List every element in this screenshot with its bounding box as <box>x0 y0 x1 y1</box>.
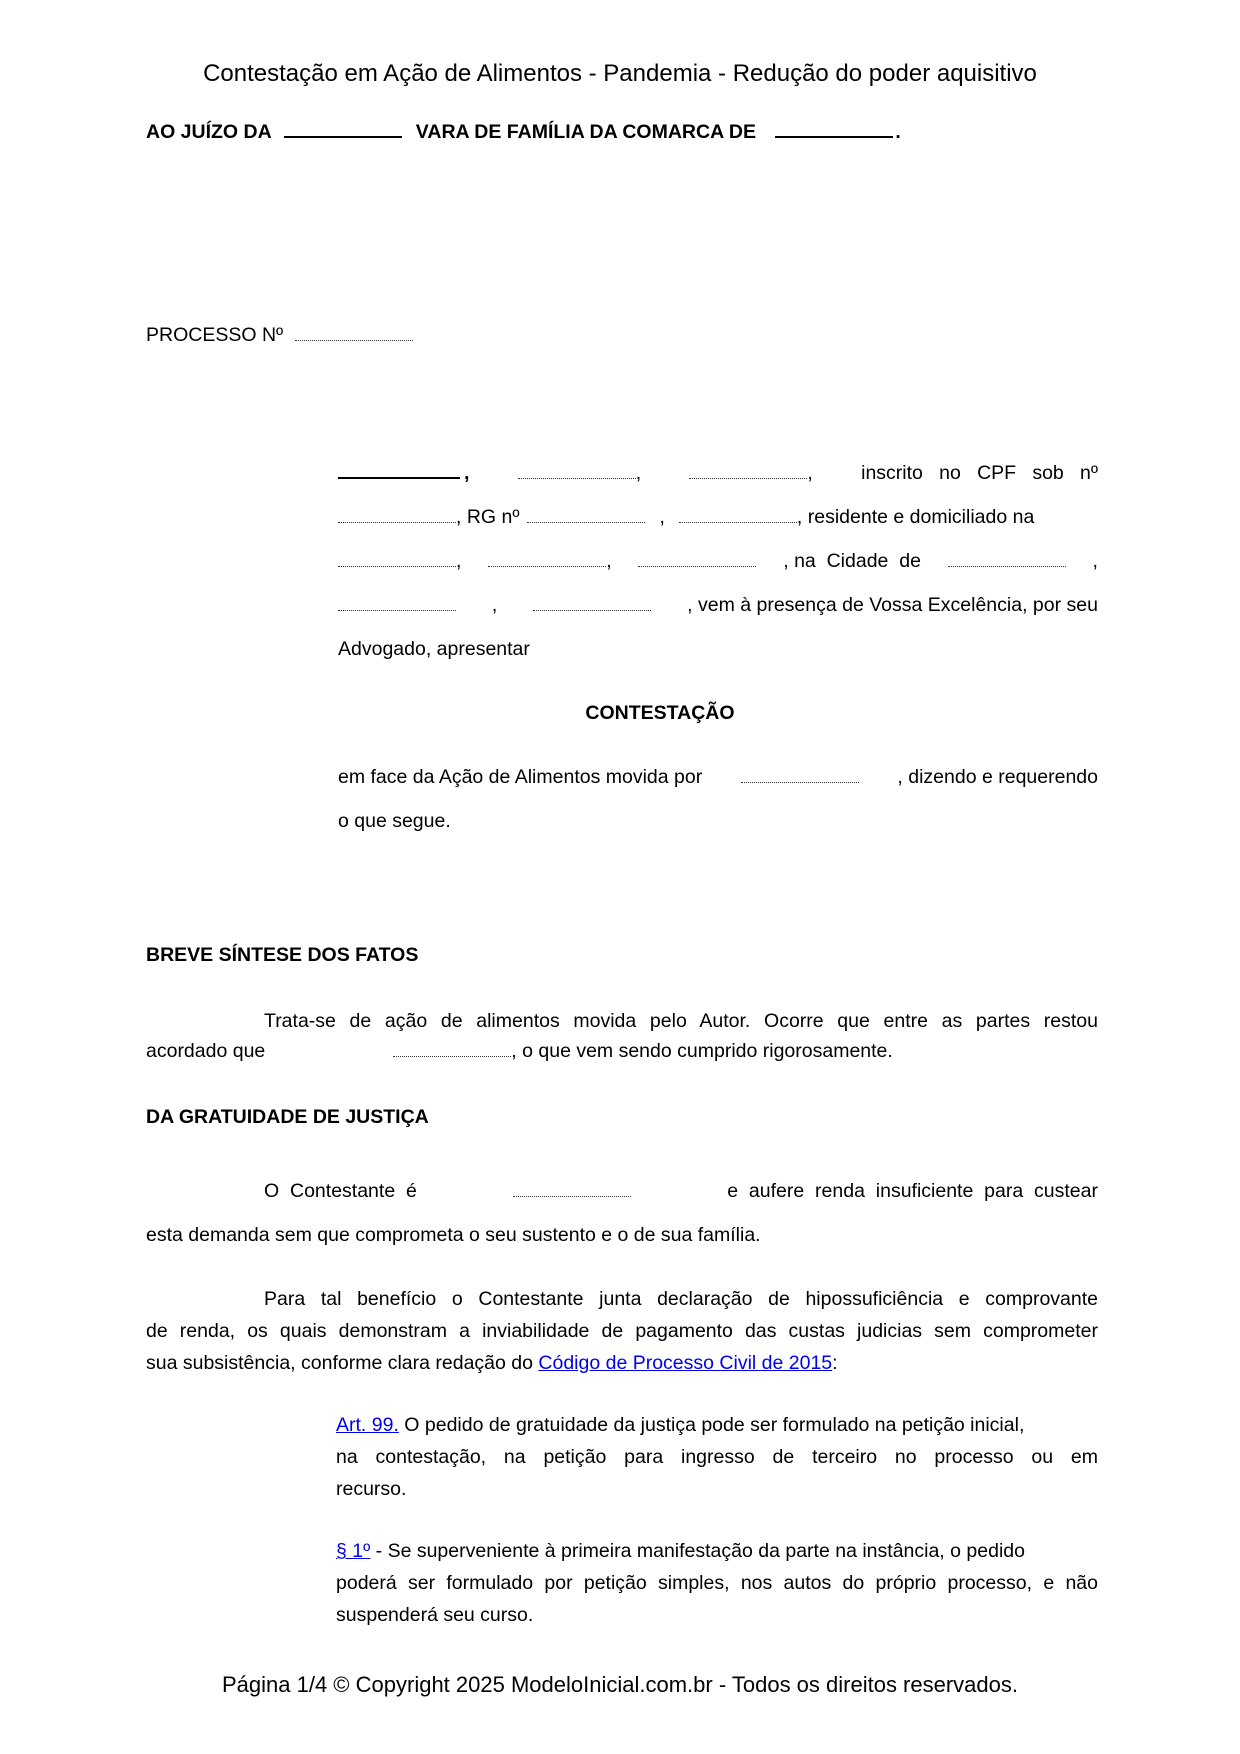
number-blank[interactable] <box>488 565 606 567</box>
district-blank[interactable] <box>775 136 893 138</box>
street-blank[interactable] <box>338 565 456 567</box>
party-name-blank[interactable] <box>338 477 460 479</box>
presence-text: , vem à presença de Vossa Excelência, por seu <box>687 594 1098 616</box>
quote-art99-line-3: recurso. <box>336 1478 407 1500</box>
residence-text: , residente e domiciliado na <box>796 506 1035 528</box>
facts-line-2a: acordado que <box>146 1040 266 1062</box>
profession-blank[interactable] <box>513 1195 631 1197</box>
state-blank[interactable] <box>338 609 456 611</box>
intro-line-1 <box>338 766 1098 789</box>
addressee-end: . <box>895 121 901 143</box>
agreement-blank[interactable] <box>393 1055 511 1057</box>
quote-par1-line-1 <box>336 1540 1025 1562</box>
zip-blank[interactable] <box>533 609 651 611</box>
nationality-blank[interactable] <box>518 477 636 479</box>
address-blank[interactable] <box>679 521 797 523</box>
facts-line-1: Trata-se de ação de alimentos movida pelo Autor. Ocorre que entre as partes restou <box>264 1010 1098 1032</box>
addressee-line <box>146 121 901 143</box>
quote-art99-text-1: O pedido de gratuidade da justiça pode ser formulado na petição inicial, <box>398 1414 1025 1436</box>
gratuity-line-1 <box>264 1180 1098 1203</box>
cpf-text: inscrito no CPF sob nº <box>861 462 1098 484</box>
quote-art99-line-2: na contestação, na petição para ingresso de terceiro no processo ou em <box>336 1446 1098 1468</box>
cpc-2015-link[interactable]: Código de Processo Civil de 2015 <box>538 1352 833 1374</box>
process-number-blank[interactable] <box>295 339 413 341</box>
quote-par1-text-1: - Se superveniente à primeira manifestação da parte na instância, o pedido <box>370 1540 1025 1562</box>
intro-line-2: o que segue. <box>338 810 451 832</box>
process-number-line <box>146 324 413 346</box>
city-label: , na Cidade de <box>783 550 921 572</box>
qualification-line-3: , , , na Cidade de , <box>338 550 1098 573</box>
page-footer: Página 1/4 © Copyright 2025 ModeloInicial.com.br - Todos os direitos reservados. <box>222 1672 1018 1697</box>
marital-status-blank[interactable] <box>689 477 807 479</box>
qualification-line-2: , RG nº , , residente e domiciliado na <box>338 506 1098 529</box>
document-header-title: Contestação em Ação de Alimentos - Pandemia - Redução do poder aquisitivo <box>203 60 1037 87</box>
rg-blank[interactable] <box>527 521 645 523</box>
gratuity-p2-line-3 <box>146 1352 838 1374</box>
section-heading-facts: BREVE SÍNTESE DOS FATOS <box>146 944 419 966</box>
gratuity-line-2: esta demanda sem que comprometa o seu sustento e o de sua família. <box>146 1224 761 1246</box>
quote-art99-line-1 <box>336 1414 1024 1436</box>
art-99-link[interactable]: Art. 99. <box>336 1414 399 1436</box>
section-heading-gratuity: DA GRATUIDADE DE JUSTIÇA <box>146 1106 429 1128</box>
addressee-part2: VARA DE FAMÍLIA DA COMARCA DE <box>415 121 756 143</box>
court-number-blank[interactable] <box>284 136 402 138</box>
qualification-line-4: , , vem à presença de Vossa Excelência, por seu <box>338 594 1098 617</box>
addressee-part1: AO JUÍZO DA <box>146 121 271 143</box>
intro-part2: , dizendo e requerendo <box>897 766 1098 788</box>
facts-line-2 <box>146 1040 893 1062</box>
gratuity-line-1b: e aufere renda insuficiente para custear <box>727 1180 1098 1202</box>
gratuity-line-1a: O Contestante é <box>264 1180 417 1202</box>
gratuity-p2-line-3b: : <box>832 1352 838 1374</box>
gratuity-p2-line-1: Para tal benefício o Contestante junta declaração de hipossuficiência e comprovante <box>264 1288 1098 1310</box>
facts-line-2b: , o que vem sendo cumprido rigorosamente. <box>511 1040 893 1062</box>
cpf-blank[interactable] <box>338 521 456 523</box>
process-label: PROCESSO Nº <box>146 324 284 346</box>
document-title: CONTESTAÇÃO <box>585 702 735 724</box>
paragraph-1-link[interactable]: § 1º <box>336 1540 371 1562</box>
qualification-line-1: , , , inscrito no CPF sob nº <box>338 462 1098 485</box>
qualification-line-5: Advogado, apresentar <box>338 638 530 660</box>
gratuity-p2-line-2: de renda, os quais demonstram a inviabilidade de pagamento das custas judicias sem comprometer <box>146 1320 1098 1342</box>
city-blank[interactable] <box>948 565 1066 567</box>
quote-par1-line-2: poderá ser formulado por petição simples, nos autos do próprio processo, e não <box>336 1572 1098 1594</box>
neighborhood-blank[interactable] <box>638 565 756 567</box>
rg-label: , RG nº <box>456 506 520 528</box>
intro-part1: em face da Ação de Alimentos movida por <box>338 766 703 788</box>
quote-par1-line-3: suspenderá seu curso. <box>336 1604 534 1626</box>
plaintiff-blank[interactable] <box>741 781 859 783</box>
gratuity-p2-line-3a: sua subsistência, conforme clara redação do <box>146 1352 533 1374</box>
